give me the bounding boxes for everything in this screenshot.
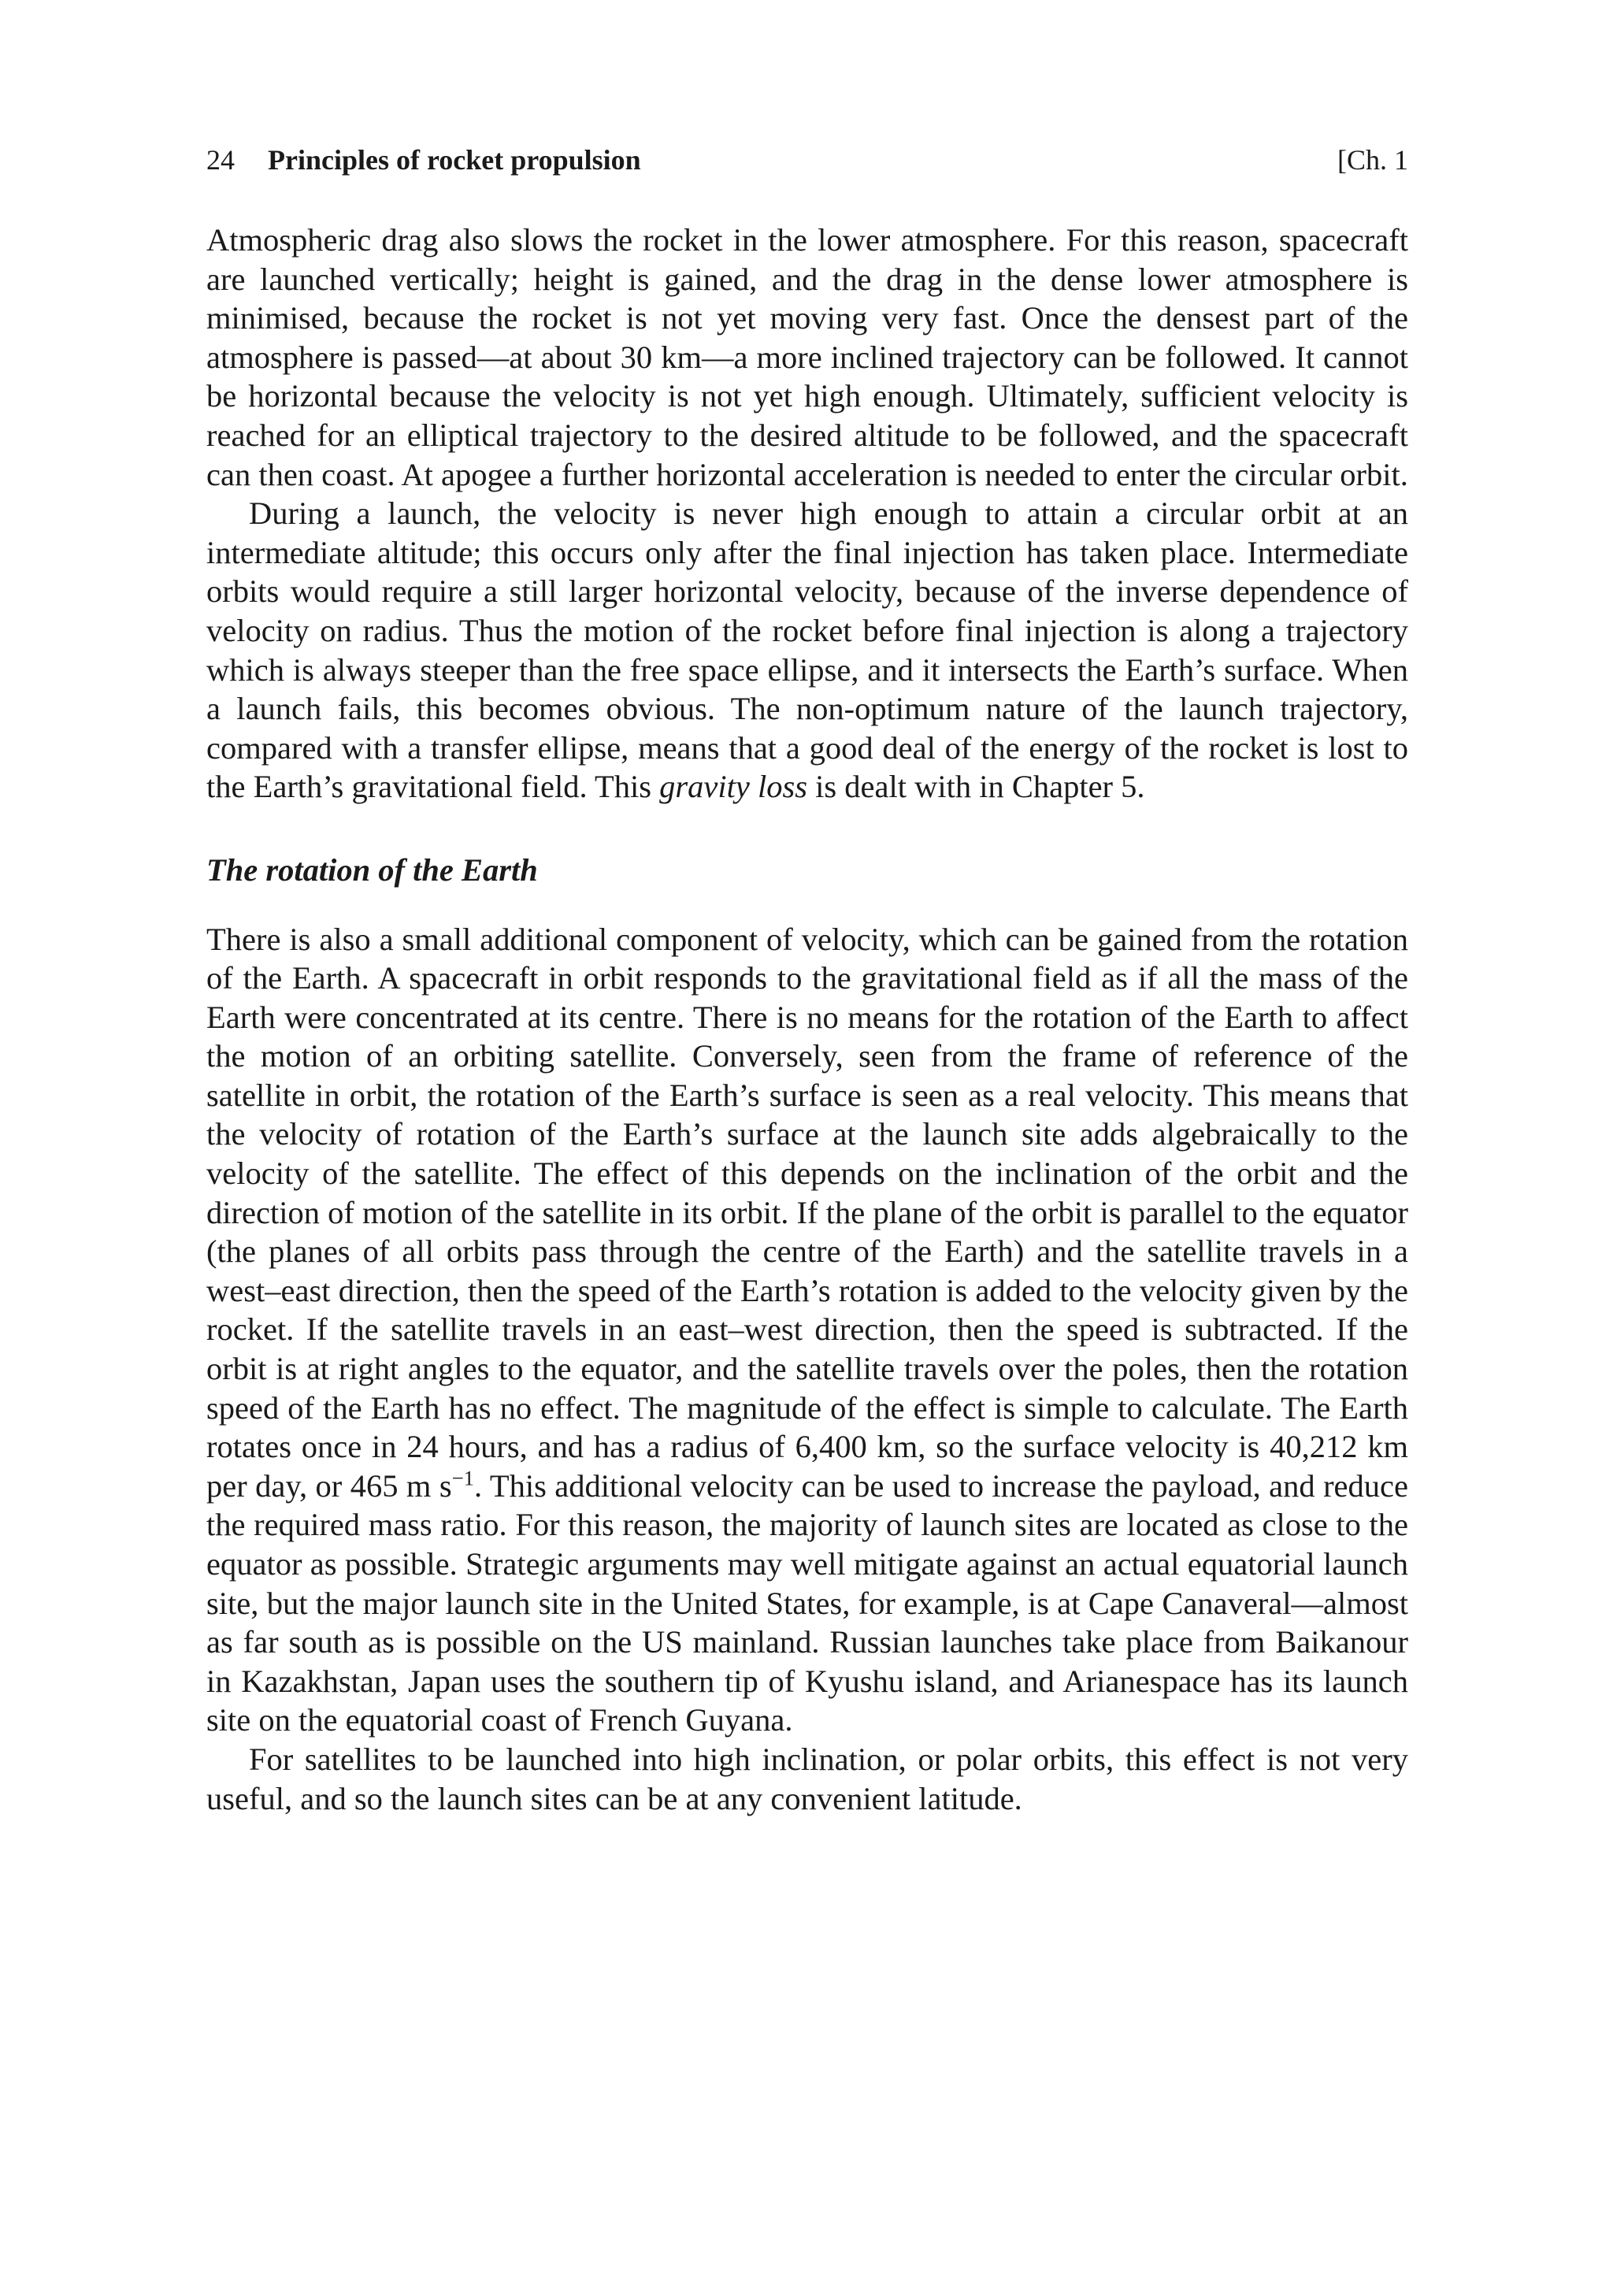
paragraph-text: . This additional velocity can be used to increase the payload, and reduce the required mass ratio. For this reason, the majority of launch sites are located as close to the equator as possible. Strategic arguments may well mitigate against an actual equatorial launch site, but the major launch site in the United States, for example, is at Cape Canaveral—almost as far south as is possible on the US mainland. Russian launches take place from Baikanour in Kazakhstan, Japan uses the southern tip of Kyushu island, and Arianespace has its launch site on the equatorial coast of French Guyana. [206,1467,1408,1738]
body-text [206,221,1408,1818]
paragraph-atmospheric-drag [206,221,1408,494]
page-number: 24 [206,144,235,176]
book-title: Principles of rocket propulsion [268,144,641,176]
paragraph-text: During a launch, the velocity is never high enough to attain a circular orbit at an intermediate altitude; this occurs only after the final injection has taken place. Intermediate orbits would require a still larger horizontal velocity, because of the inverse dependence of velocity on radius. Thus the motion of the rocket before final injection is along a trajectory which is always steeper than the free space ellipse, and it intersects the Earth’s surface. When a launch fails, this becomes obvious. The non-optimum nature of the launch trajectory, compared with a transfer ellipse, means that a good deal of the energy of the rocket is lost to the Earth’s gravitational field. This [206,495,1408,805]
paragraph-text: For satellites to be launched into high inclination, or polar orbits, this effect is not very useful, and so the launch sites can be at any convenient latitude. [206,1741,1408,1816]
gravity-loss-term: gravity loss [659,769,807,805]
running-head [206,140,1408,180]
paragraph-text: is dealt with in Chapter 5. [806,769,1145,805]
paragraph-text: There is also a small additional component of velocity, which can be gained from the rotation of the Earth. A spacecraft in orbit responds to the gravitational field as if all the mass of the Earth were concentrated at its centre. There is no means for the rotation of the Earth to affect the motion of an orbiting satellite. Conversely, seen from the frame of reference of the satellite in orbit, the rotation of the Earth’s surface is seen as a real velocity. This means that the velocity of rotation of the Earth’s surface at the launch site adds algebraically to the velocity of the satellite. The effect of this depends on the inclination of the orbit and the direction of motion of the satellite in its orbit. If the plane of the orbit is parallel to the equator (the planes of all orbits pass through the centre of the Earth) and the satellite travels in a west–east direction, then the speed of the Earth’s rotation is added to the velocity given by the rocket. If the satellite travels in an east–west direction, then the speed is subtracted. If the orbit is at right angles to the equator, and the satellite travels over the poles, then the rotation speed of the Earth has no effect. The magnitude of the effect is simple to calculate. The Earth rotates once in 24 hours, and has a radius of 6,400 km, so the surface velocity is 40,212 km per day, or 465 m s [206,921,1408,1504]
paragraph-polar-orbits [206,1740,1408,1818]
paragraph-launch-velocity [206,494,1408,807]
unit-superscript: −1 [451,1466,475,1490]
chapter-reference: [Ch. 1 [1337,144,1408,176]
paragraph-earth-rotation [206,920,1408,1740]
section-heading: The rotation of the Earth [206,851,538,888]
paragraph-text: Atmospheric drag also slows the rocket in the lower atmosphere. For this reason, spacecraft are launched vertically; height is gained, and the drag in the dense lower atmosphere is minimised, because the rocket is not yet moving very fast. Once the densest part of the atmosphere is passed—at about 30 km—a more inclined trajectory can be followed. It cannot be horizontal because the velocity is not yet high enough. Ultimately, sufficient velocity is reached for an elliptical trajectory to the desired altitude to be followed, and the spacecraft can then coast. At apogee a further horizontal acceleration is needed to enter the circular orbit. [206,222,1408,492]
